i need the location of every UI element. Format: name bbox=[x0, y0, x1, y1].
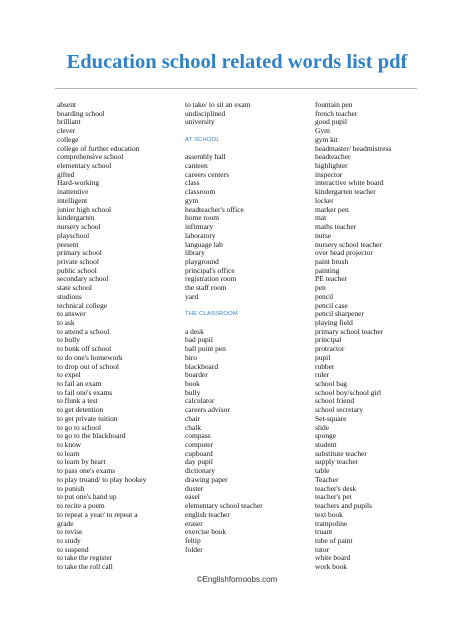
word-item: nurse bbox=[315, 230, 332, 240]
word-item: to fail one's exams bbox=[57, 387, 113, 397]
word-item: playing field bbox=[315, 317, 353, 327]
word-item: tube of paint bbox=[315, 535, 353, 545]
word-item: painting bbox=[315, 265, 340, 275]
word-item: ruler bbox=[315, 370, 330, 380]
word-item: maths teacher bbox=[315, 222, 357, 232]
word-item: careers advisor bbox=[185, 405, 230, 415]
word-item: easel bbox=[185, 492, 200, 502]
word-item: grade bbox=[57, 518, 74, 528]
word-item: feltip bbox=[185, 535, 201, 545]
word-item: interactive white board bbox=[315, 178, 384, 188]
word-item: drawing paper bbox=[185, 474, 228, 484]
word-item: language lab bbox=[185, 239, 223, 249]
word-item: to take the register bbox=[57, 553, 113, 563]
word-item: work book bbox=[315, 562, 348, 572]
word-item: canteen bbox=[185, 161, 208, 171]
word-item: Gym bbox=[315, 126, 330, 136]
word-item: to bully bbox=[57, 335, 80, 345]
word-item: undisciplined bbox=[185, 108, 226, 118]
word-item: cupboard bbox=[185, 448, 213, 458]
word-item: to suspend bbox=[57, 544, 89, 554]
word-item: studious bbox=[57, 291, 82, 301]
word-item: to study bbox=[57, 535, 81, 545]
word-item: trampoline bbox=[315, 518, 348, 528]
word-item: boarder bbox=[185, 370, 208, 380]
word-item: table bbox=[315, 466, 330, 476]
word-item: english teacher bbox=[185, 509, 230, 519]
word-item: yard bbox=[185, 291, 199, 301]
word-item: teacher's pet bbox=[315, 492, 352, 502]
word-item: registration room bbox=[185, 274, 237, 284]
word-item: computer bbox=[185, 440, 214, 450]
word-item: home room bbox=[185, 213, 220, 223]
word-item: school secretary bbox=[315, 405, 364, 415]
word-item: student bbox=[315, 440, 337, 450]
word-column-3 bbox=[315, 101, 391, 572]
word-item: clever bbox=[57, 126, 76, 136]
word-item: intelligent bbox=[57, 195, 88, 205]
word-item: college bbox=[57, 134, 79, 144]
word-item: over head projector bbox=[315, 248, 373, 258]
word-item: locker bbox=[315, 195, 334, 205]
word-item: pencil bbox=[315, 291, 334, 301]
word-item: duster bbox=[185, 483, 204, 493]
word-item: state school bbox=[57, 283, 92, 293]
word-item: pen bbox=[315, 283, 326, 293]
word-item: book bbox=[185, 379, 200, 388]
word-item: to expel bbox=[57, 370, 81, 380]
word-item: mat bbox=[315, 213, 327, 223]
word-item: playground bbox=[185, 256, 219, 266]
word-item: to put one's hand up bbox=[57, 492, 117, 502]
word-item: compass bbox=[185, 431, 211, 441]
word-item: truant bbox=[315, 527, 333, 537]
word-item: kindergarten bbox=[57, 213, 95, 223]
word-item: to go to school bbox=[57, 422, 102, 432]
word-item: blackboard bbox=[185, 361, 219, 371]
word-item: to take the roll call bbox=[57, 562, 113, 572]
word-item: to do one's homework bbox=[57, 352, 123, 362]
word-item: exercise book bbox=[185, 527, 227, 537]
word-item: technical college bbox=[57, 300, 108, 310]
word-item: school friend bbox=[315, 396, 355, 406]
word-item: to learn by heart bbox=[57, 457, 106, 467]
word-item: chalk bbox=[185, 422, 202, 432]
word-item: present bbox=[57, 239, 79, 249]
word-item: principal bbox=[315, 335, 342, 345]
word-item: to recite a poem bbox=[57, 501, 105, 511]
word-item: gifted bbox=[57, 169, 75, 179]
word-item: paint brush bbox=[315, 256, 349, 266]
word-item: day pupil bbox=[185, 457, 213, 467]
word-item: headteacher bbox=[315, 152, 351, 162]
word-item: laboratory bbox=[185, 230, 216, 240]
word-item: primary school teacher bbox=[315, 326, 384, 336]
word-item: to punish bbox=[57, 483, 85, 493]
footer-copyright: ©Englishfornoobs.com bbox=[196, 575, 278, 584]
word-item: library bbox=[185, 248, 205, 258]
word-item: pencil case bbox=[315, 300, 348, 310]
word-item: private school bbox=[57, 256, 99, 266]
word-item: the staff room bbox=[185, 283, 227, 293]
word-item: tutor bbox=[315, 544, 330, 554]
word-item: marker pen bbox=[315, 204, 349, 214]
word-item: to take/ to sit an exam bbox=[185, 100, 251, 109]
word-item: dictionary bbox=[185, 466, 216, 476]
word-item: assembly hall bbox=[185, 152, 226, 162]
word-item: inattentive bbox=[57, 187, 89, 197]
word-item: to flunk a test bbox=[57, 396, 98, 406]
word-item: to ask bbox=[57, 317, 75, 327]
word-item: gym bbox=[185, 195, 199, 205]
word-item: headmaster/ headmistress bbox=[315, 143, 392, 153]
word-item: comprehensive school bbox=[57, 152, 124, 162]
word-item: classroom bbox=[185, 187, 216, 197]
word-item: junior high school bbox=[57, 204, 112, 214]
word-item: boarding school bbox=[57, 108, 105, 118]
word-item: supply teacher bbox=[315, 457, 359, 467]
spacer bbox=[185, 302, 263, 311]
word-item: bad pupil bbox=[185, 335, 213, 345]
word-item: substitute teacher bbox=[315, 448, 367, 458]
word-item: college of further education bbox=[57, 143, 140, 153]
section-heading: AT SCHOOL bbox=[185, 136, 220, 143]
word-item: to repeat a year/ to repeat a bbox=[57, 509, 138, 519]
section-heading: THE CLASSROOM bbox=[185, 311, 238, 318]
word-item: to answer bbox=[57, 309, 86, 319]
word-item: to drop out of school bbox=[57, 361, 119, 371]
word-item: teachers and pupils bbox=[315, 501, 373, 511]
word-column-1 bbox=[57, 101, 146, 572]
word-item: Teacher bbox=[315, 474, 339, 484]
word-column-2 bbox=[185, 101, 263, 554]
word-item: elementary school bbox=[57, 161, 112, 171]
spacer bbox=[185, 127, 263, 136]
word-item: school bag bbox=[315, 379, 348, 388]
word-item: to bunk off school bbox=[57, 344, 112, 354]
word-item: a desk bbox=[185, 326, 204, 336]
word-item: principal's office bbox=[185, 265, 235, 275]
word-item: ball point pen bbox=[185, 344, 226, 354]
word-item: folder bbox=[185, 544, 203, 554]
word-item: inspector bbox=[315, 169, 343, 179]
word-item: school boy/school girl bbox=[315, 387, 382, 397]
word-item: kindergarten teacher bbox=[315, 187, 376, 197]
word-item: Hard-working bbox=[57, 178, 100, 188]
word-item: nursery school teacher bbox=[315, 239, 382, 249]
word-item: PE teacher bbox=[315, 274, 348, 284]
word-item: rubber bbox=[315, 361, 335, 371]
word-item: absent bbox=[57, 100, 77, 109]
word-item: infirmary bbox=[185, 222, 214, 232]
word-item: brilliant bbox=[57, 117, 81, 127]
word-item: to play truand/ to play hookey bbox=[57, 474, 147, 484]
word-item: calculator bbox=[185, 396, 215, 406]
word-item: eraser bbox=[185, 518, 203, 528]
word-item: careers centers bbox=[185, 169, 229, 179]
word-item: chair bbox=[185, 413, 200, 423]
word-item: class bbox=[185, 178, 200, 188]
word-item: to know bbox=[57, 440, 82, 450]
word-item: fountain pen bbox=[315, 100, 353, 109]
word-item: pupil bbox=[315, 352, 331, 362]
word-item: highlighter bbox=[315, 161, 348, 171]
word-item: to get private tuition bbox=[57, 413, 118, 423]
word-item: elementary school teacher bbox=[185, 501, 263, 511]
word-item: playschool bbox=[57, 230, 90, 240]
word-item: university bbox=[185, 117, 215, 127]
word-item: to fail an exam bbox=[57, 379, 102, 388]
word-item: public school bbox=[57, 265, 97, 275]
word-item: french teacher bbox=[315, 108, 358, 118]
word-item: to pass one's exams bbox=[57, 466, 116, 476]
word-item: to go to the blackboard bbox=[57, 431, 126, 441]
word-item: sponge bbox=[315, 431, 337, 441]
word-item: protractor bbox=[315, 344, 345, 354]
word-item: to attend a school bbox=[57, 326, 110, 336]
word-item: slide bbox=[315, 422, 330, 432]
word-item: secondary school bbox=[57, 274, 109, 284]
word-item: biro bbox=[185, 352, 197, 362]
word-item: good pupil bbox=[315, 117, 348, 127]
page-title: Education school related words list pdf bbox=[66, 51, 408, 73]
word-item: text book bbox=[315, 509, 343, 519]
word-item: primary school bbox=[57, 248, 102, 258]
word-item: Set-square bbox=[315, 413, 347, 423]
title-divider bbox=[55, 88, 417, 89]
word-item: bully bbox=[185, 387, 201, 397]
word-item: to get detention bbox=[57, 405, 104, 415]
word-item: nursery school bbox=[57, 222, 101, 232]
word-item: teacher's desk bbox=[315, 483, 357, 493]
word-item: headteacher's office bbox=[185, 204, 244, 214]
word-item: white board bbox=[315, 553, 351, 563]
word-item: gym kit bbox=[315, 134, 338, 144]
word-item: to revise bbox=[57, 527, 83, 537]
word-item: pencil sharpener bbox=[315, 309, 364, 319]
word-item: to learn bbox=[57, 448, 80, 458]
